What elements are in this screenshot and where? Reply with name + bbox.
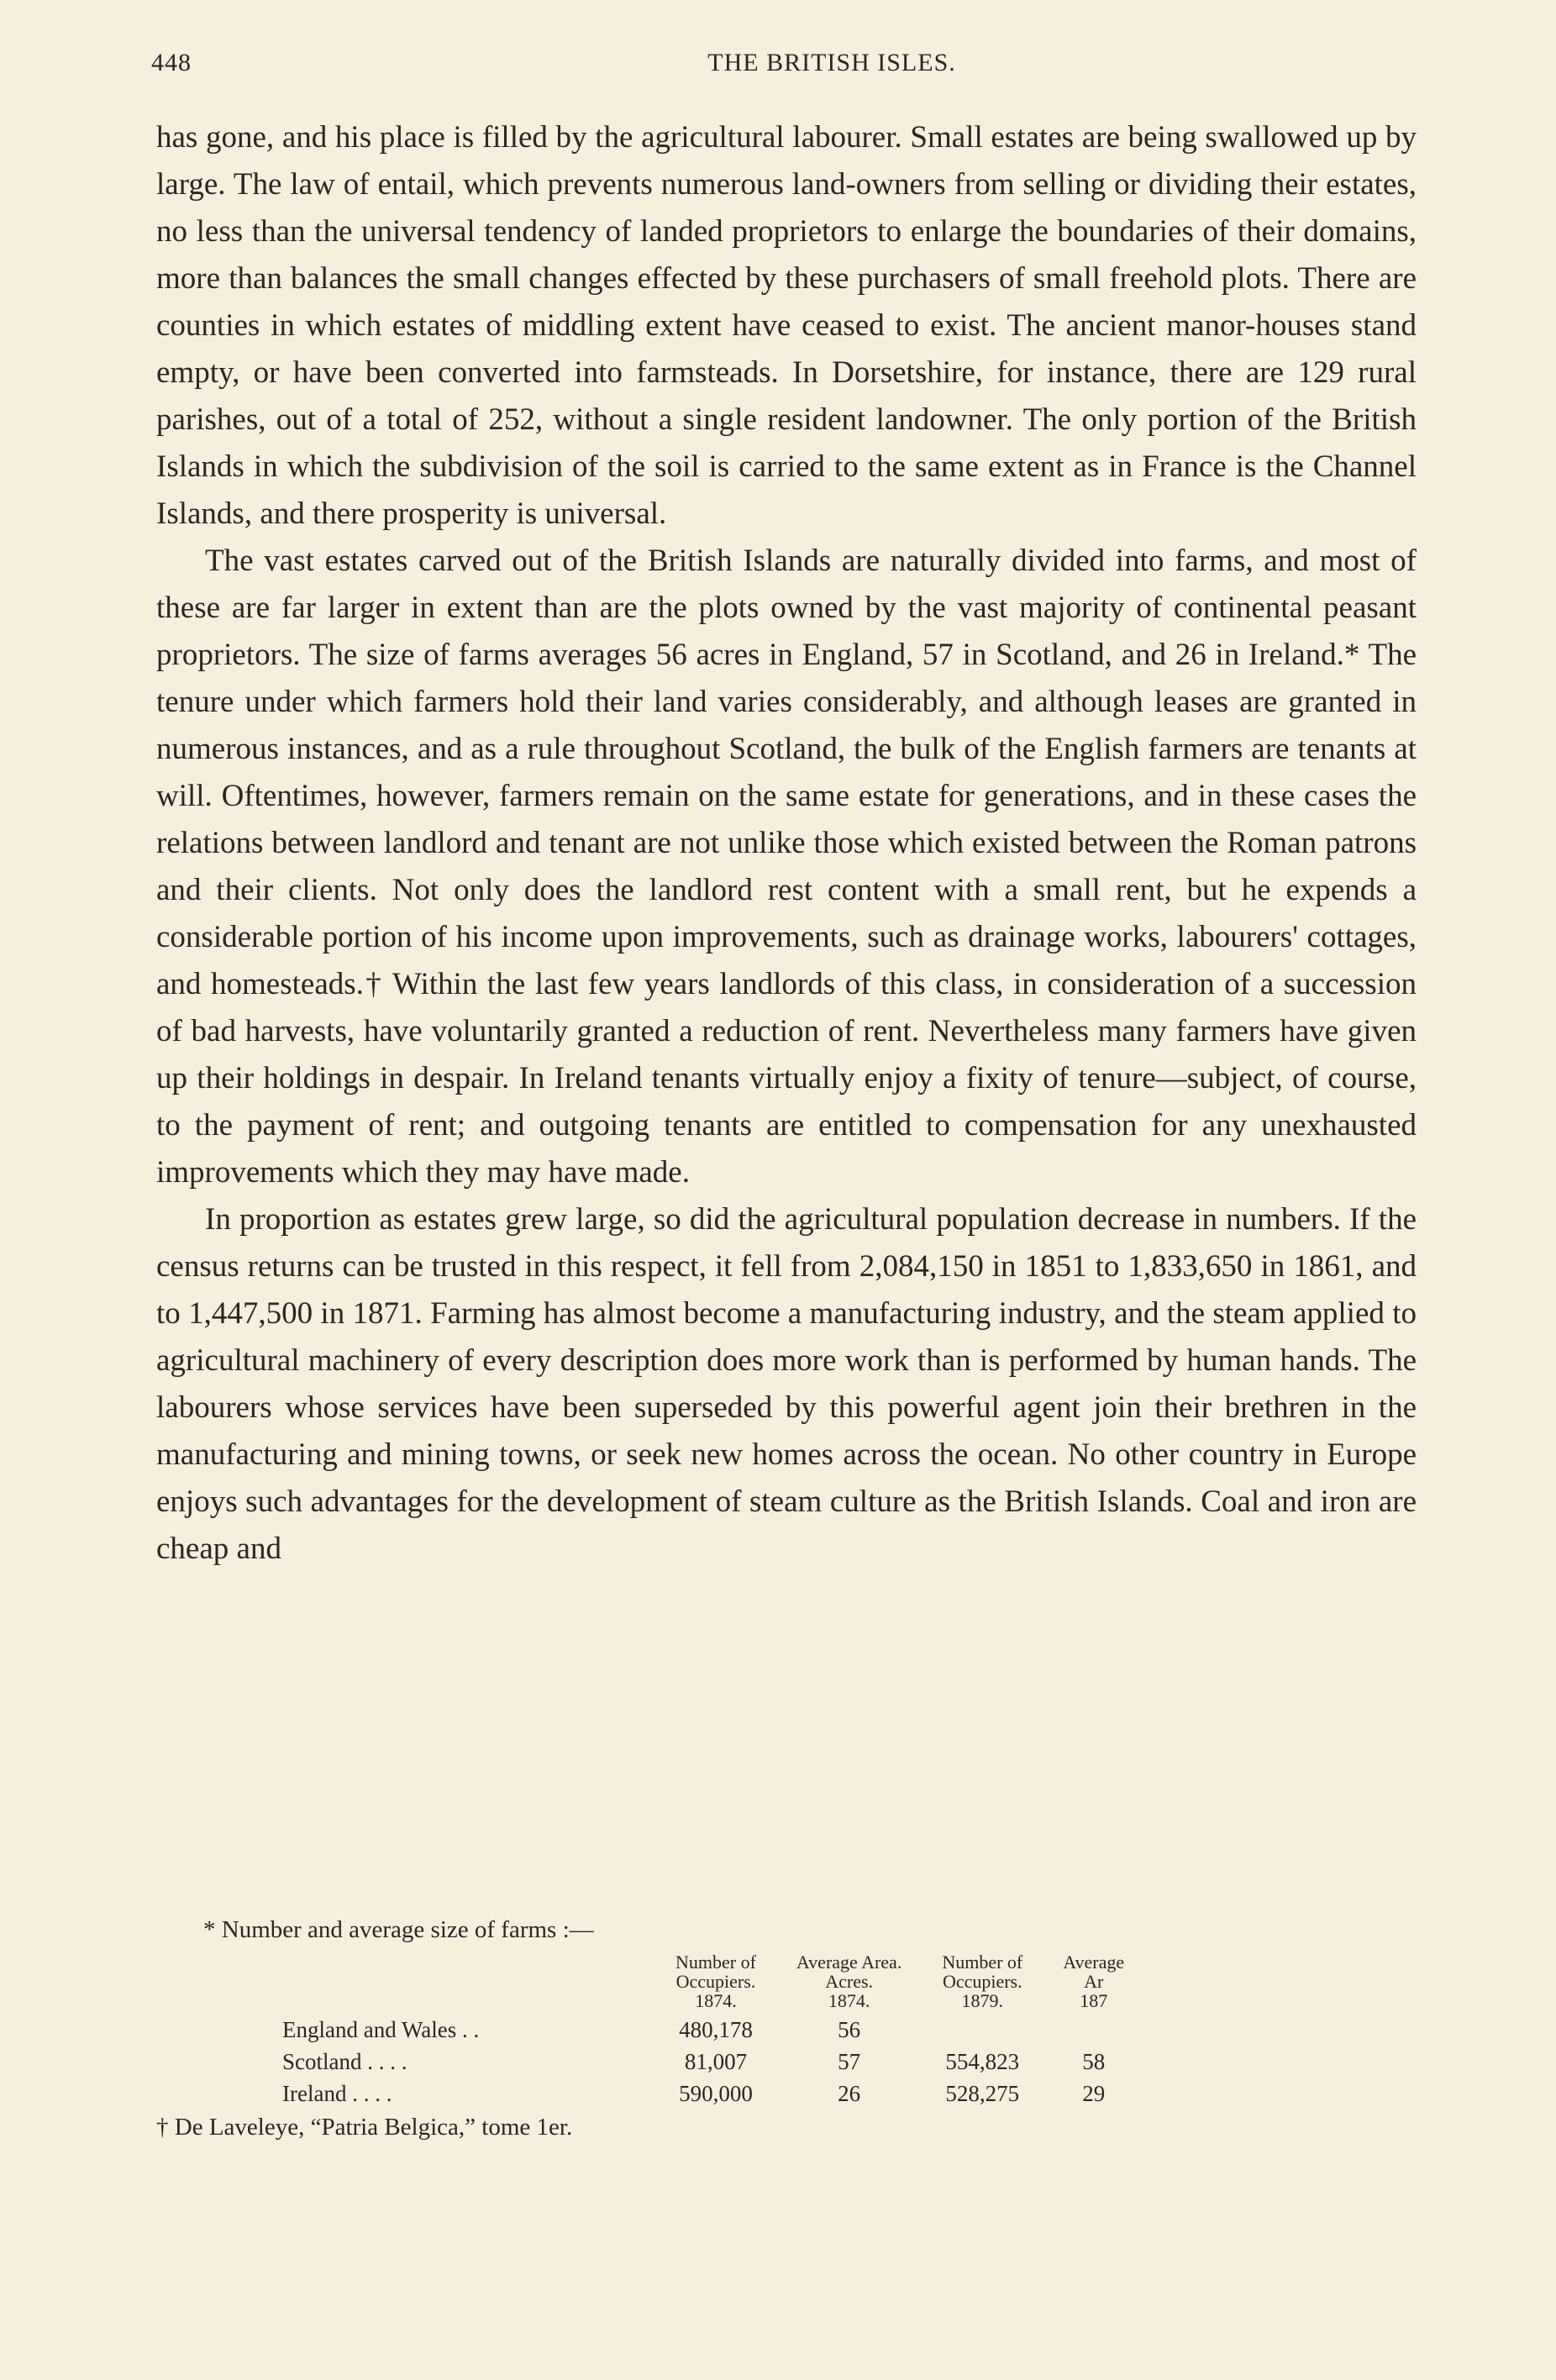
area-1874-cell: 26 [838,2081,861,2106]
occupiers-1879-cell [922,2014,1043,2046]
area-1874-cell: 57 [838,2049,861,2074]
occupiers-1874-cell: 590,000 [679,2081,753,2106]
column-header: Number of Occupiers. 1879. [942,1952,1023,2011]
column-header: Average Area. Acres. 1874. [796,1952,902,2011]
farms-footnote-title: * Number and average size of farms :— [203,1916,594,1943]
occupiers-1874-cell: 480,178 [679,2017,753,2042]
table-row [282,2046,1144,2078]
column-header: Number of Occupiers. 1874. [675,1952,756,2011]
occupiers-1879-cell: 528,275 [945,2081,1020,2106]
area-1874-cell: 56 [838,2017,861,2042]
paragraph: In proportion as estates grew large, so did the agricultural population decrease in numbers. If the census returns can be trusted in this respect, it fell from 2,084,150 in 1851 to 1,833,650 in 1861, and to 1,447,500 in 1871. Farming has almost become a manufacturing industry, and the steam applied to agricultural machinery of every description does more work than is performed by human hands. The labourers whose services have been superseded by this powerful agent join their brethren in the manufacturing and mining towns, or seek new homes across the ocean. No other country in Europe enjoys such advantages for the development of steam culture as the British Islands. Coal and iron are cheap and [156,1202,1417,1566]
running-title: THE BRITISH ISLES. [707,49,956,76]
table-row [282,2078,1144,2109]
occupiers-1879-cell: 554,823 [945,2049,1020,2074]
body-text [156,114,1417,1573]
paragraph: has gone, and his place is filled by the agricultural labourer. Small estates are being swallowed up by large. The law of entail, which prevents numerous land-owners from selling or dividing their estates, no less than the universal tendency of landed proprietors to enlarge the boundaries of their domains, more than balances the small changes effected by these purchasers of small freehold plots. There are counties in which estates of middling extent have ceased to exist. The ancient manor-houses stand empty, or have been converted into farmsteads. In Dorsetshire, for instance, there are 129 rural parishes, out of a total of 252, without a single resident landowner. The only portion of the British Islands in which the subdivision of the soil is carried to the same extent as in France is the Channel Islands, and there prosperity is universal. [156,120,1417,531]
region-cell: England and Wales . . [282,2017,480,2042]
occupiers-1874-cell: 81,007 [684,2049,748,2074]
area-1879-cell: 29 [1082,2081,1106,2106]
running-head [151,49,1411,91]
area-1879-cell: 58 [1082,2049,1106,2074]
region-cell: Scotland . . . . [282,2049,407,2074]
column-header: Average Ar 187 [1063,1952,1125,2011]
paragraph: The vast estates carved out of the British Islands are naturally divided into farms, and most of these are far larger in extent than are the plots owned by the vast majority of continental peasant proprietors. The size of farms averages 56 acres in England, 57 in Scotland, and 26 in Ireland.* The tenure under which farmers hold their land varies considerably, and although leases are granted in numerous instances, and as a rule throughout Scotland, the bulk of the English farmers are tenants at will. Oftentimes, however, farmers remain on the same estate for generations, and in these cases the relations between landlord and tenant are not unlike those which existed between the Roman patrons and their clients. Not only does the landlord rest content with a small rent, but he expends a considerable portion of his income upon improvements, such as drainage works, labourers' cottages, and homesteads.† Within the last few years landlords of this class, in consideration of a succession of bad harvests, have voluntarily granted a reduction of rent. Nevertheless many farmers have given up their holdings in despair. In Ireland tenants virtually enjoy a fixity of tenure—subject, of course, to the payment of rent; and outgoing tenants are entitled to compensation for any unexhausted improvements which they may have made. [156,544,1417,1190]
region-header [282,1952,655,2014]
table-row [282,2014,1144,2046]
region-cell: Ireland . . . . [282,2081,392,2106]
area-1879-cell [1043,2014,1144,2046]
farms-table [282,1952,1144,2109]
dagger-footnote: † De Laveleye, “Patria Belgica,” tome 1er. [156,2114,573,2141]
page-number: 448 [151,49,192,76]
footnotes [156,1914,1417,2143]
